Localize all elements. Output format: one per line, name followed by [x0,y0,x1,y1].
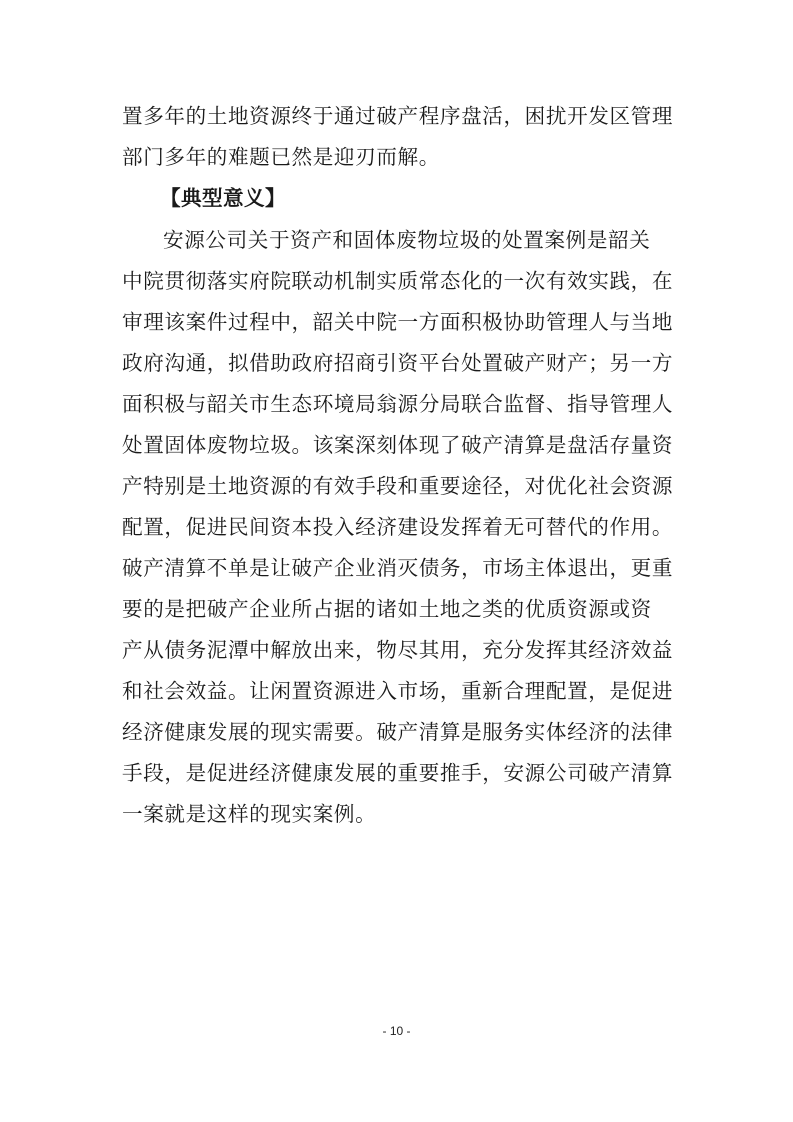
body-text-line: 经济健康发展的现实需要。破产清算是服务实体经济的法律 [122,720,674,744]
body-text-line: 安源公司关于资产和固体废物垃圾的处置案例是韶关 [163,228,651,252]
body-text-line: 部门多年的难题已然是迎刃而解。 [122,145,440,169]
body-text-line: 置多年的土地资源终于通过破产程序盘活，困扰开发区管理 [122,104,674,128]
body-text-line: 和社会效益。让闲置资源进入市场，重新合理配置，是促进 [122,679,674,703]
body-text-line: 产从债务泥潭中解放出来，物尽其用，充分发挥其经济效益 [122,638,674,662]
body-text-line: 手段，是促进经济健康发展的重要推手，安源公司破产清算 [122,761,674,785]
body-text-line: 破产清算不单是让破产企业消灭债务，市场主体退出，更重 [122,556,674,580]
body-text-line: 要的是把破产企业所占据的诸如土地之类的优质资源或资 [122,597,652,621]
body-text-line: 审理该案件过程中，韶关中院一方面积极协助管理人与当地 [122,310,674,334]
body-text-line: 处置固体废物垃圾。该案深刻体现了破产清算是盘活存量资 [122,433,674,457]
body-text-line: 中院贯彻落实府院联动机制实质常态化的一次有效实践，在 [122,269,674,293]
page-number: - 10 - [382,1024,411,1038]
body-text-line: 一案就是这样的现实案例。 [122,802,377,826]
section-heading: 【典型意义】 [160,186,286,210]
body-text-line: 配置，促进民间资本投入经济建设发挥着无可替代的作用。 [122,515,674,539]
body-text-line: 政府沟通，拟借助政府招商引资平台处置破产财产；另一方 [122,351,674,375]
body-text-line: 产特别是土地资源的有效手段和重要途径，对优化社会资源 [122,474,674,498]
body-text-line: 面积极与韶关市生态环境局翁源分局联合监督、指导管理人 [122,392,674,416]
